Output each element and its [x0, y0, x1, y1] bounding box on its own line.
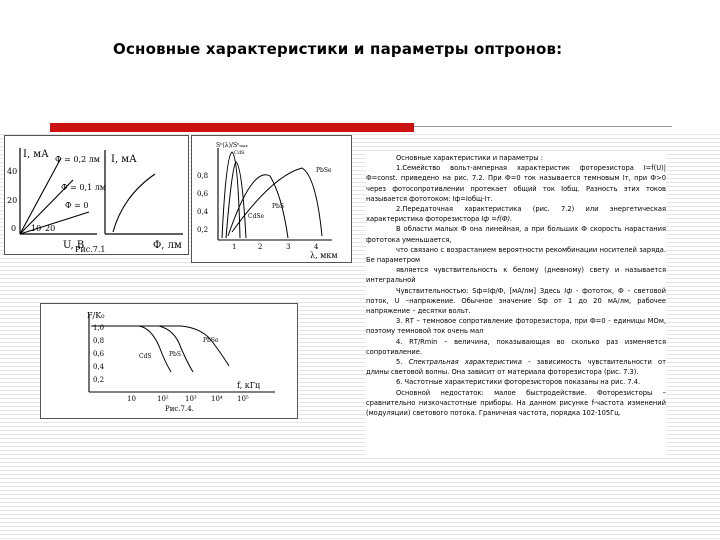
curve-label: PbSe: [203, 337, 219, 344]
figure-spectral-characteristics: [191, 135, 352, 263]
text-span: Чувствительностью: Sф=Iф/Ф, [мА/лм] Здесь: [396, 286, 565, 295]
curve-pbs: [91, 326, 193, 372]
page-title: Основные характеристики и параметры оптронов:: [113, 40, 563, 58]
x-tick-label: 10²: [157, 395, 169, 403]
iv-chart: [5, 136, 188, 254]
y-tick-label: 0,8: [197, 172, 209, 180]
text-span: 5.: [396, 358, 409, 367]
y-tick-label: 0,4: [93, 363, 105, 371]
x-tick-label: 10⁵: [237, 395, 249, 403]
y-tick-label: 20: [7, 196, 18, 205]
text-paragraph: В области малых Ф она линейная, а при больших Ф скорость нарастания фототока уменьшается,: [366, 225, 666, 244]
curve-label: CdS: [139, 353, 152, 360]
y-tick-label: 0,2: [197, 226, 209, 234]
curve-label: CdSe: [248, 213, 265, 220]
y-tick-label: 0,2: [93, 376, 105, 384]
text-italic: Iф: [564, 286, 573, 295]
x-tick-label: 10: [31, 224, 42, 233]
x-tick-label: 4: [314, 243, 319, 251]
text-span: 2.Передаточная характеристика (рис. 7.2) или энергетическая характеристика фоторезистора: [366, 205, 666, 224]
text-span: - зависимость чувствительности от длины световой волны. Она зависит от материала фоторезистора (рис. 7.3).: [366, 358, 666, 377]
figure-iv-characteristics: [4, 135, 189, 255]
x-tick-label: 10⁴: [211, 395, 223, 403]
text-paragraph: [366, 204, 666, 224]
text-span: - фототок, Ф - световой поток, U –напряжение. Обычное значение Sф от 1 до 20 мА/лм, рабочее напряжение – десятки вольт.: [366, 286, 666, 316]
text-paragraph: 6. Частотные характеристики фоторезисторов показаны на рис. 7.4.: [396, 378, 641, 387]
curve-label: Ф = 0: [65, 201, 89, 210]
x-axis-label-2: Ф, лм: [153, 240, 182, 251]
y-tick-label: 0: [11, 224, 17, 233]
text-paragraph: что связано с возрастанием вероятности рекомбинации носителей заряда. Бе параметром: [366, 245, 666, 265]
curve-label: CdS: [234, 150, 245, 156]
y-tick-label: 40: [7, 167, 18, 176]
y-axis-label: I, мА: [23, 149, 49, 160]
text-paragraph: 1.Семейство вольт-амперная характеристик фоторезистора I=f(U)|Ф=const. приведено на рис. 7.2. При Ф=0 ток называется темновым Iт, при Ф>0 через фотосопротивлении протекает общий ток Iобщ. Разность этих токов называется фототоком: Iф=Iобщ-Iт.: [366, 164, 666, 203]
curve-label: Ф = 0,1 лм: [61, 183, 106, 192]
text-paragraph: [366, 286, 666, 317]
curve-label: PbSe: [316, 167, 332, 174]
x-tick-label: 2: [258, 243, 263, 251]
y-tick-label: 0,4: [197, 208, 209, 216]
frequency-chart: [41, 304, 297, 418]
x-tick-label: 1: [232, 243, 237, 251]
y-tick-label: 0,8: [93, 337, 105, 345]
y-axis-label: F/K₀: [87, 311, 105, 320]
figure-caption: Рис.7.4.: [165, 405, 194, 413]
curve-label: PbS: [272, 203, 284, 210]
x-tick-label: 10³: [185, 395, 197, 403]
spectral-chart: [192, 136, 351, 262]
figure-caption: Рис.7.1: [75, 245, 106, 254]
curve-label: PbS: [169, 351, 181, 358]
x-axis-label: λ, мкм: [310, 251, 338, 260]
figure-frequency-characteristics: [40, 303, 298, 419]
accent-bar: [50, 123, 414, 132]
text-paragraph: Основной недостаток: малое быстродействие. Фоторезисторы – сравнительно низкочастотные приборы. На данном рисунке f-частота изменений (модуляции) светового потока. Граничная частота, порядка 102-105Гц.: [366, 388, 666, 418]
x-tick-label: 10: [127, 395, 136, 403]
x-axis-label: f, кГц: [237, 381, 261, 390]
text-italic: Спектральная характеристика: [408, 358, 522, 367]
text-body: [366, 153, 666, 458]
curve-pbse: [91, 326, 229, 366]
text-italic: Iф =f(Ф).: [481, 215, 513, 224]
text-heading: Основные характеристики и параметры :: [396, 154, 543, 162]
accent-line: [414, 126, 672, 127]
transfer-curve: [113, 174, 155, 232]
text-paragraph: [366, 357, 666, 377]
y-axis-label: Sᵉ(λ)/Sᵉₘₐₓ: [216, 142, 248, 149]
curve-label: Ф = 0,2 лм: [55, 155, 100, 164]
text-paragraph: 4. RТ/Rmin – величина, показывающая во сколько раз изменяется сопротивление.: [366, 337, 666, 356]
x-axis-label: U, В: [63, 240, 85, 251]
x-tick-label: 3: [286, 243, 291, 251]
text-paragraph: является чувствительность к белому (дневному) свету и называется интегральной: [366, 266, 666, 285]
x-tick-label: 20: [45, 224, 56, 233]
y-tick-label: 0,6: [93, 350, 105, 358]
y-tick-label: 1,0: [93, 324, 105, 332]
y-tick-label: 0,6: [197, 190, 209, 198]
text-paragraph: 3. RТ – темновое сопротивление фоторезистора, при Ф=0 - единицы МОм, поэтому темновой ток очень мал: [366, 317, 666, 336]
y-axis-label-2: I, мА: [111, 154, 137, 165]
